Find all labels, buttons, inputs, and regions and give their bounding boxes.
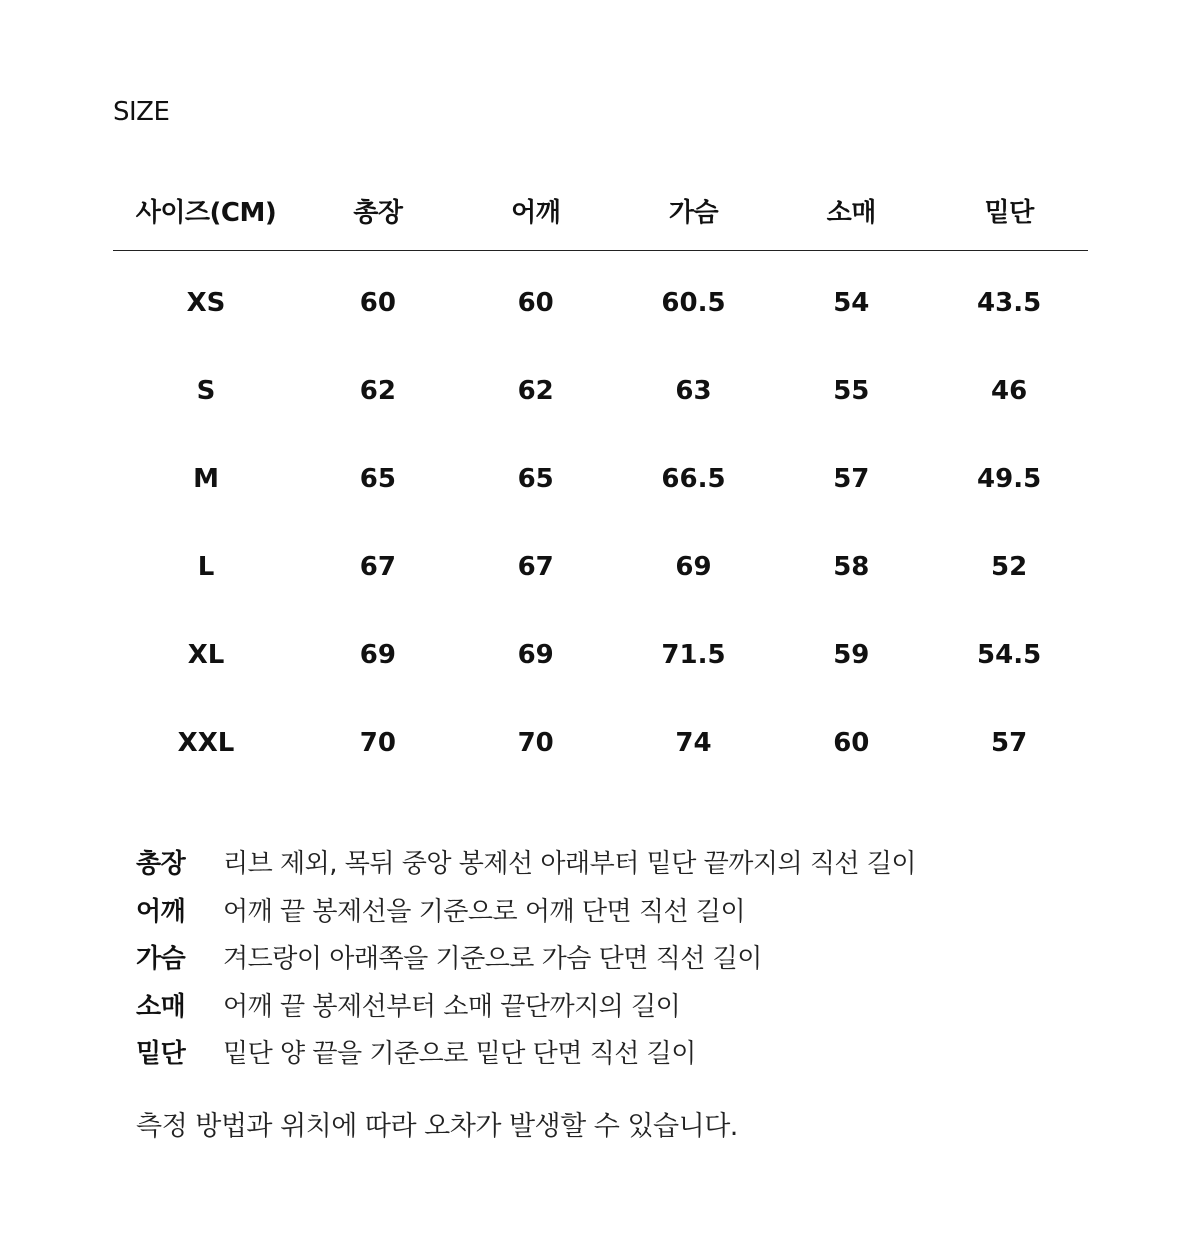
table-cell: 46	[991, 376, 1028, 406]
note-item	[136, 889, 1116, 937]
note-item	[136, 984, 1116, 1032]
column-header-shoulder: 어깨	[457, 170, 615, 251]
table-cell: 60	[517, 288, 554, 318]
table-cell: 65	[359, 464, 396, 494]
table-cell: 67	[517, 552, 554, 582]
table-cell: 63	[675, 376, 712, 406]
note-description: 리브 제외, 목뒤 중앙 봉제선 아래부터 밑단 끝까지의 직선 길이	[223, 849, 917, 879]
table-cell: 52	[991, 552, 1028, 582]
note-description: 어깨 끝 봉제선부터 소매 끝단까지의 길이	[223, 991, 681, 1022]
table-cell: 49.5	[977, 464, 1042, 494]
note-term: 어깨	[136, 896, 186, 927]
table-cell: 54.5	[977, 640, 1042, 670]
note-term: 밑단	[136, 1039, 186, 1069]
table-cell: 71.5	[661, 640, 726, 670]
note-term: 총장	[136, 849, 186, 879]
table-cell: 55	[833, 376, 870, 406]
table-cell: 65	[517, 464, 554, 494]
table-row	[113, 699, 1088, 787]
table-row	[113, 611, 1088, 699]
table-cell-size: S	[196, 376, 216, 406]
table-cell: 57	[833, 464, 870, 494]
table-cell: 60	[833, 728, 870, 758]
note-description: 어깨 끝 봉제선을 기준으로 어깨 단면 직선 길이	[223, 896, 746, 927]
table-row	[113, 347, 1088, 435]
note-description: 밑단 양 끝을 기준으로 밑단 단면 직선 길이	[223, 1039, 696, 1069]
table-cell-size: XL	[187, 640, 225, 670]
table-cell: 66.5	[661, 464, 726, 494]
column-header-size: 사이즈(CM)	[113, 170, 299, 251]
note-item	[136, 841, 1116, 889]
measurement-disclaimer: 측정 방법과 위치에 따라 오차가 발생할 수 있습니다.	[136, 1111, 738, 1142]
table-cell: 60	[359, 288, 396, 318]
table-cell: 59	[833, 640, 870, 670]
table-cell-size: M	[193, 464, 219, 494]
table-cell-size: L	[197, 552, 215, 582]
table-cell: 67	[359, 552, 396, 582]
column-header-chest: 가슴	[615, 170, 773, 251]
table-cell: 70	[517, 728, 554, 758]
note-description: 겨드랑이 아래쪽을 기준으로 가슴 단면 직선 길이	[223, 944, 762, 974]
size-table	[113, 170, 1088, 787]
measurement-notes	[136, 841, 1116, 1079]
column-header-total-length: 총장	[299, 170, 457, 251]
table-cell: 60.5	[661, 288, 726, 318]
note-item	[136, 1031, 1116, 1079]
table-cell: 57	[991, 728, 1028, 758]
column-header-sleeve: 소매	[772, 170, 930, 251]
table-cell: 58	[833, 552, 870, 582]
table-cell: 54	[833, 288, 870, 318]
note-item	[136, 936, 1116, 984]
table-row	[113, 251, 1088, 348]
table-cell: 69	[517, 640, 554, 670]
table-row	[113, 523, 1088, 611]
table-cell: 74	[675, 728, 712, 758]
note-term: 가슴	[136, 944, 186, 974]
table-header-row	[113, 170, 1088, 251]
table-cell: 43.5	[977, 288, 1042, 318]
note-term: 소매	[136, 991, 186, 1022]
table-row	[113, 435, 1088, 523]
column-header-hem: 밑단	[930, 170, 1088, 251]
table-cell: 62	[517, 376, 554, 406]
table-cell: 69	[675, 552, 712, 582]
table-cell: 70	[359, 728, 396, 758]
table-cell: 62	[359, 376, 396, 406]
table-cell: 69	[359, 640, 396, 670]
page-title: SIZE	[113, 97, 170, 127]
table-cell-size: XXL	[177, 728, 235, 758]
table-cell-size: XS	[186, 288, 226, 318]
